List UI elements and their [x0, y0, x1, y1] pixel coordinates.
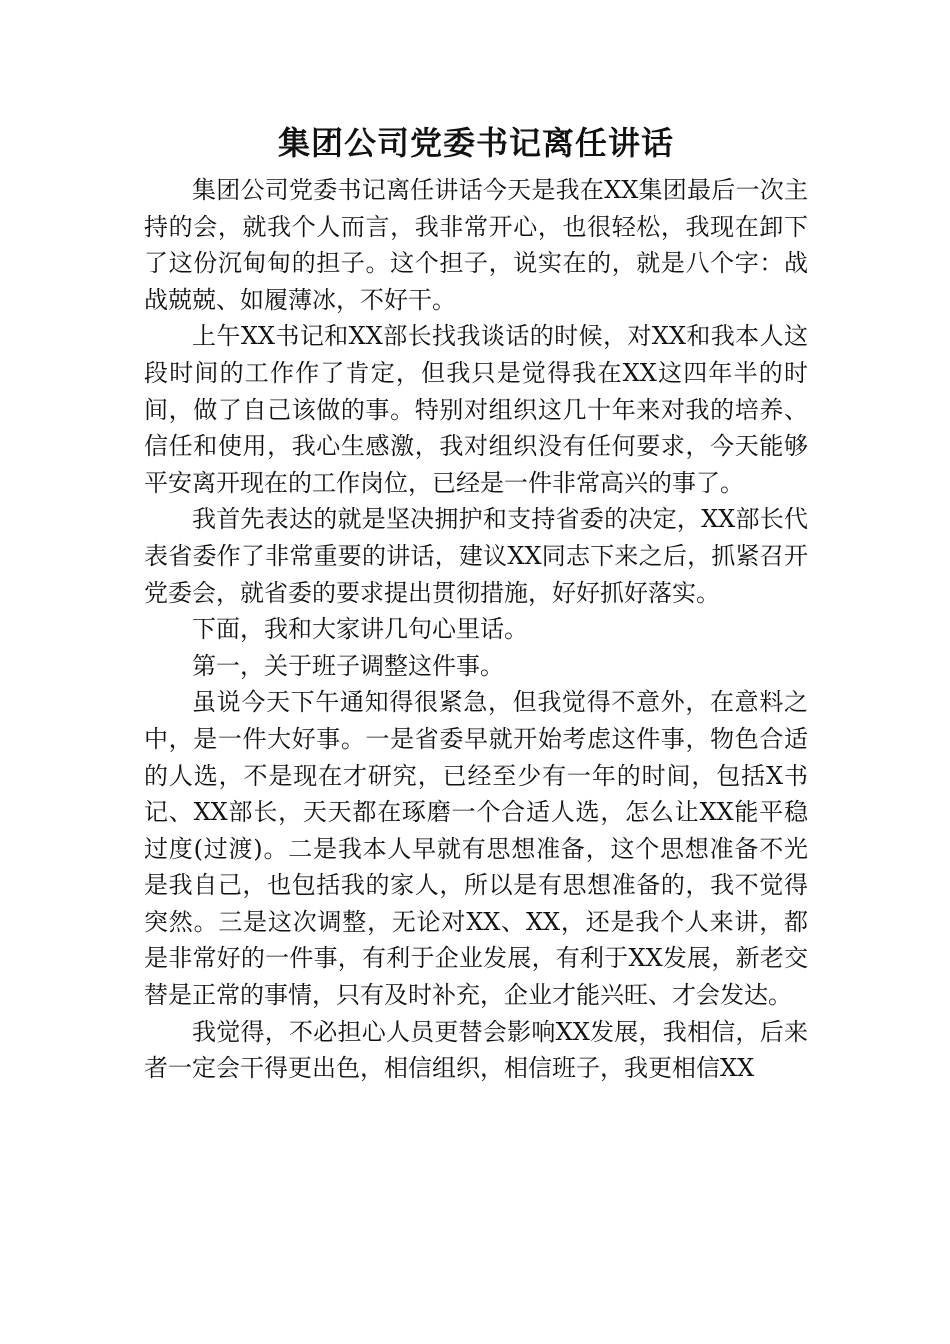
paragraph-1: 集团公司党委书记离任讲话今天是我在XX集团最后一次主持的会，就我个人而言，我非常开心，也很轻松，我现在卸下了这份沉甸甸的担子。这个担子，说实在的，就是八个字：战战兢兢、如履薄冰，不好干。	[144, 176, 808, 314]
paragraph-2: 上午XX书记和XX部长找我谈话的时候，对XX和我本人这段时间的工作作了肯定，但我只是觉得我在XX这四年半的时间，做了自己该做的事。特别对组织这几十年来对我的培养、信任和使用，我心生感激，我对组织没有任何要求，今天能够平安离开现在的工作岗位，已经是一件非常高兴的事了。	[144, 322, 808, 497]
paragraph-4: 下面，我和大家讲几句心里话。	[192, 615, 528, 644]
paragraph-5: 第一，关于班子调整这件事。	[192, 651, 504, 680]
paragraph-6: 虽说今天下午通知得很紧急，但我觉得不意外，在意料之中，是一件大好事。一是省委早就开始考虑这件事，物色合适的人选，不是现在才研究，已经至少有一年的时间，包括X书记、XX部长，天天都在琢磨一个合适人选，怎么让XX能平稳过度(过渡)。二是我本人早就有思想准备，这个思想准备不光是我自己，也包括我的家人，所以是有思想准备的，我不觉得突然。三是这次调整，无论对XX、XX，还是我个人来讲，都是非常好的一件事，有利于企业发展，有利于XX发展，新老交替是正常的事情，只有及时补充，企业才能兴旺、才会发达。	[144, 688, 808, 1010]
document-title: 集团公司党委书记离任讲话	[277, 124, 674, 162]
paragraph-3: 我首先表达的就是坚决拥护和支持省委的决定，XX部长代表省委作了非常重要的讲话，建议XX同志下来之后，抓紧召开党委会，就省委的要求提出贯彻措施，好好抓好落实。	[144, 505, 808, 607]
paragraph-7: 我觉得，不必担心人员更替会影响XX发展，我相信，后来者一定会干得更出色，相信组织，相信班子，我更相信XX	[144, 1017, 808, 1083]
